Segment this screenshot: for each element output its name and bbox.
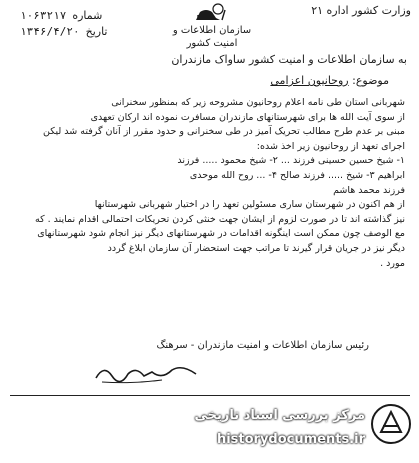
body-line: از هم اکنون در شهرستان ساری مسئولین تعهد را در اختیار شهربانی شهرستانها — [94, 199, 405, 211]
body-line: ۱- شیخ حسین حسینی فرزند ... ۲- شیخ محمود ..... فرزند — [177, 155, 405, 167]
body-line: ابراهیم ۳- شیخ ..... فرزند صالح ۴- ... روح الله موحدی — [189, 169, 405, 181]
date-value: ۱۳۴۶/۴/۲۰ — [20, 25, 80, 38]
body-line: مورد . — [380, 257, 405, 269]
date-label: تاریخ — [85, 25, 108, 38]
signature-title: رئیس سازمان اطلاعات و امنیت مازندران - سرهنگ — [156, 340, 369, 351]
body-line: نیز گذاشته اند تا در صورت لزوم از ایشان جهت خنثی کردن تحریکات احتمالی اقدام نمایند . که — [34, 213, 405, 225]
subject-label: موضوع — [355, 74, 389, 87]
header-ministry — [261, 4, 411, 18]
body-line: دیگر نیز در جریان قرار گیرند تا مراتب جهت استحضار آن سازمان ابلاغ گردد — [107, 242, 405, 254]
subject-value: روحانیون اعزامی — [270, 74, 349, 87]
body-line: مع الوصف چون ممکن است اینگونه اقدامات در شهرستانهای دیگر نیز انجام شود شهرستانهای — [37, 228, 405, 240]
header-meta — [20, 8, 170, 40]
archive-watermark — [115, 400, 415, 460]
bottom-divider — [10, 395, 410, 396]
subject-line: موضوع: روحانیون اعزامی — [270, 74, 389, 87]
body-line: از سوی آیت الله ها برای شهرستانهای مازندران مسافرت نموده اند ارکان تعهدی — [90, 111, 405, 123]
body-line: اجرای تعهد از روحانیون زیر اخذ شده: — [256, 140, 405, 152]
watermark-url: historydocuments.ir — [216, 432, 365, 447]
handwritten-signature — [92, 358, 202, 386]
body-line: فرزند محمد هاشم — [333, 184, 405, 196]
addressee: به سازمان اطلاعات و امنیت کشور ساواک مازندران — [171, 53, 407, 66]
lion-sun-emblem-icon — [192, 2, 232, 22]
org-name: سازمان اطلاعات و امنیت کشور — [172, 25, 252, 49]
letter-body — [13, 96, 405, 271]
header-center — [172, 2, 252, 50]
number-row — [20, 8, 170, 24]
archive-seal-icon — [369, 402, 413, 446]
number-value: ۱۰۶۳۲۱۷ — [20, 9, 67, 22]
date-row — [20, 24, 170, 40]
body-line: شهربانی استان طی نامه اعلام روحانیون مشروحه زیر که بمنظور سخنرانی — [111, 97, 405, 108]
number-label: شماره — [72, 9, 103, 22]
watermark-text: مرکز بررسی اسناد تاریخی — [194, 408, 365, 423]
header-right-line: وزارت کشور اداره ۲۱ — [311, 4, 411, 17]
body-line: مبنی بر عدم طرح مطالب تحریک آمیز در طی سخنرانی و حدود مقرر از آنان گرفته شد لیکن — [43, 126, 405, 138]
